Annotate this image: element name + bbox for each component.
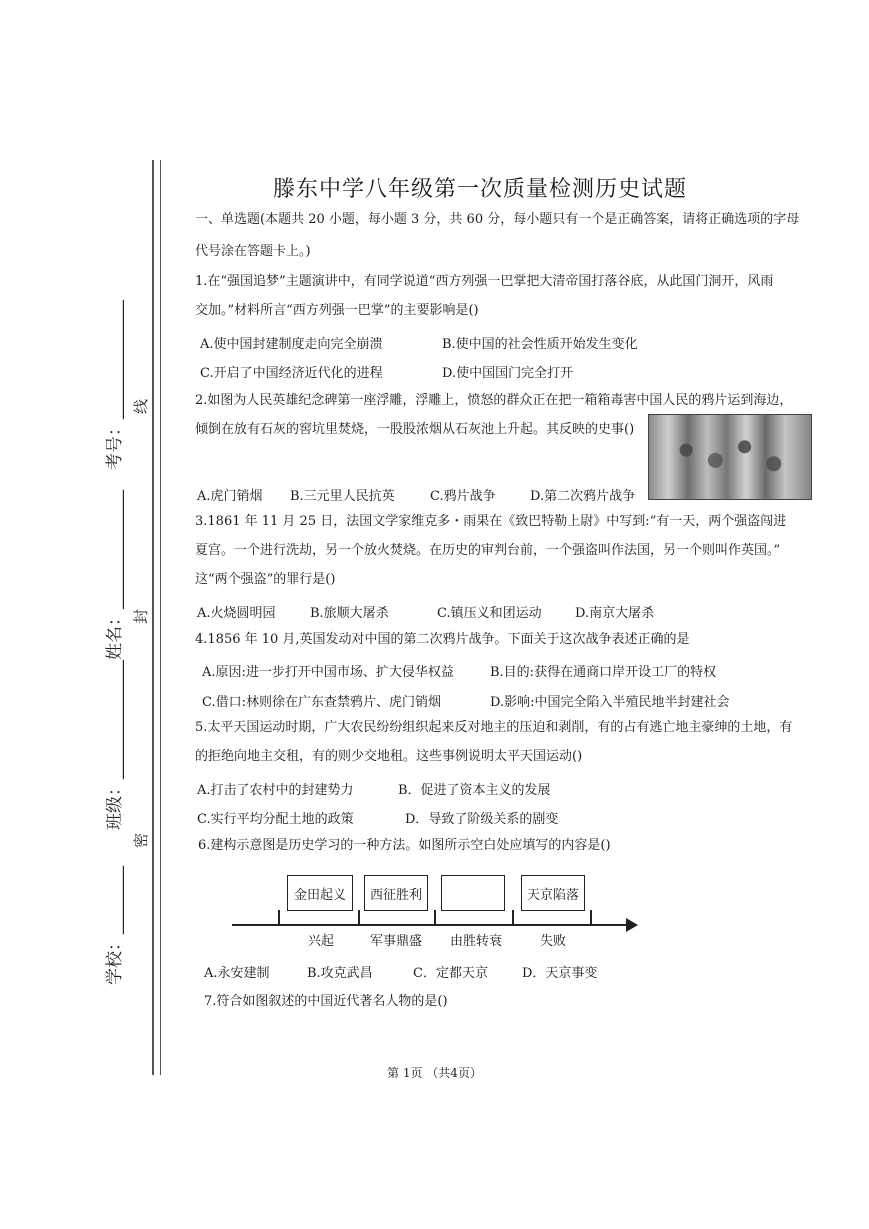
exam-number-label xyxy=(100,300,125,470)
relief-sculpture-image xyxy=(648,414,812,500)
q2-option-c: C.鸦片战争 xyxy=(430,489,496,504)
exam-title: 滕东中学八年级第一次质量检测历史试题 xyxy=(272,177,687,202)
q1-stem-2: 交加。”材料所言“西方列强一巴掌”的主要影响是() xyxy=(195,303,479,318)
q2-stem-2: 倾倒在放有石灰的窖坑里焚烧，一股股浓烟从石灰池上升起。其反映的史事() xyxy=(195,422,635,437)
timeline-box-jintian: 金田起义 xyxy=(287,875,353,911)
binding-line-inner xyxy=(160,160,161,1075)
q1-option-d: D.使中国国门完全打开 xyxy=(442,366,574,381)
q2-option-d: D.第二次鸦片战争 xyxy=(530,489,636,504)
instructions-line-1: 一、单选题(本题共 20 小题，每小题 3 分，共 60 分，每小题只有一个是正确答案，请将正确选项的字母 xyxy=(195,212,800,227)
timeline-box-tianjing: 天京陷落 xyxy=(521,875,585,911)
timeline-axis xyxy=(232,924,630,926)
q6-option-a: A.永安建制 xyxy=(204,966,270,981)
q6-option-b: B.攻克武昌 xyxy=(307,966,373,981)
school-text: 学校： xyxy=(105,934,125,985)
q5-stem-2: 的拒绝向地主交租，有的则少交地租。这些事例说明太平天国运动() xyxy=(195,749,583,764)
exam-number-blank: ______________ xyxy=(105,300,125,419)
name-label xyxy=(100,490,125,660)
seal-char: 封 xyxy=(132,608,151,625)
timeline-label-fail: 失败 xyxy=(540,934,567,949)
timeline-tick-5 xyxy=(590,910,592,926)
q3-option-d: D.南京大屠杀 xyxy=(575,606,655,621)
timeline-arrow xyxy=(626,918,638,932)
timeline-tick-1 xyxy=(278,910,280,926)
q1-stem-1: 1.在“强国追梦”主题演讲中，有同学说道“西方列强一巴掌把大清帝国打落谷底，从此国门洞开，风雨 xyxy=(195,274,774,289)
q6-option-c: C．定都天京 xyxy=(413,966,488,981)
q5-option-d: D．导致了阶级关系的剧变 xyxy=(405,812,559,827)
q4-stem-1: 4.1856 年 10 月,英国发动对中国的第二次鸦片战争。下面关于这次战争表述正确的是 xyxy=(195,632,690,647)
q4-option-d: D.影响:中国完全陷入半殖民地半封建社会 xyxy=(490,695,730,710)
q1-option-c: C.开启了中国经济近代化的进程 xyxy=(200,366,383,381)
q5-option-b: B．促进了资本主义的发展 xyxy=(398,783,551,798)
q3-option-a: A.火烧圆明园 xyxy=(197,606,276,621)
q5-option-a: A.打击了农村中的封建势力 xyxy=(197,783,354,798)
page-footer: 第 1页 （共4页） xyxy=(387,1066,482,1080)
q5-option-c: C.实行平均分配土地的政策 xyxy=(197,812,354,827)
school-blank: ________ xyxy=(105,866,125,934)
q1-option-b: B.使中国的社会性质开始发生变化 xyxy=(442,337,638,352)
timeline-tick-3 xyxy=(434,910,436,926)
instructions-line-2: 代号涂在答题卡上。) xyxy=(195,244,311,259)
timeline-box-xizheng: 西征胜利 xyxy=(364,875,428,911)
binding-line-outer xyxy=(152,160,154,1075)
timeline-label-rise: 兴起 xyxy=(308,934,335,949)
q3-stem-2: 夏宫。一个进行洗劫，另一个放火焚烧。在历史的审判台前，一个强盗叫作法国，另一个则叫作英国。” xyxy=(195,543,781,558)
timeline-tick-2 xyxy=(358,910,360,926)
q4-option-c: C.借口:林则徐在广东查禁鸦片、虎门销烟 xyxy=(202,695,441,710)
timeline-tick-4 xyxy=(512,910,514,926)
q4-option-a: A.原因:进一步打开中国市场、扩大侵华权益 xyxy=(202,665,454,680)
name-text: 姓名： xyxy=(105,609,125,660)
class-label xyxy=(100,660,125,830)
q4-option-b: B.目的:获得在通商口岸开设工厂的特权 xyxy=(490,665,717,680)
q7-stem-1: 7.符合如图叙述的中国近代著名人物的是() xyxy=(204,994,448,1009)
q6-option-d: D．天京事变 xyxy=(522,966,598,981)
school-label xyxy=(100,866,125,985)
seal-line-char: 线 xyxy=(132,398,151,415)
q1-option-a: A.使中国封建制度走向完全崩溃 xyxy=(200,337,383,352)
secret-char: 密 xyxy=(132,832,151,849)
exam-number-text: 考号： xyxy=(105,419,125,470)
timeline-label-decline: 由胜转衰 xyxy=(450,934,503,949)
class-text: 班级： xyxy=(105,779,125,830)
q6-stem-1: 6.建构示意图是历史学习的一种方法。如图所示空白处应填写的内容是() xyxy=(198,838,611,853)
q2-stem-1: 2.如图为人民英雄纪念碑第一座浮雕，浮雕上，愤怒的群众正在把一箱箱毒害中国人民的鸦片运到海边， xyxy=(195,393,793,408)
q3-stem-3: 这“两个强盗”的罪行是() xyxy=(195,572,336,587)
q2-option-a: A.虎门销烟 xyxy=(197,489,263,504)
timeline-label-peak: 军事鼎盛 xyxy=(370,934,423,949)
timeline-box-blank xyxy=(441,875,505,911)
name-blank: ______________ xyxy=(105,490,125,609)
class-blank: ______________ xyxy=(105,660,125,779)
q5-stem-1: 5.太平天国运动时期，广大农民纷纷组织起来反对地主的压迫和剥削，有的占有逃亡地主豪绅的土地，有 xyxy=(195,720,793,735)
q3-stem-1: 3.1861 年 11 月 25 日，法国文学家维克多・雨果在《致巴特勒上尉》中写到:“有一天，两个强盗闯进 xyxy=(195,514,787,529)
q3-option-c: C.镇压义和团运动 xyxy=(437,606,542,621)
q2-option-b: B.三元里人民抗英 xyxy=(290,489,395,504)
q3-option-b: B.旅顺大屠杀 xyxy=(310,606,389,621)
